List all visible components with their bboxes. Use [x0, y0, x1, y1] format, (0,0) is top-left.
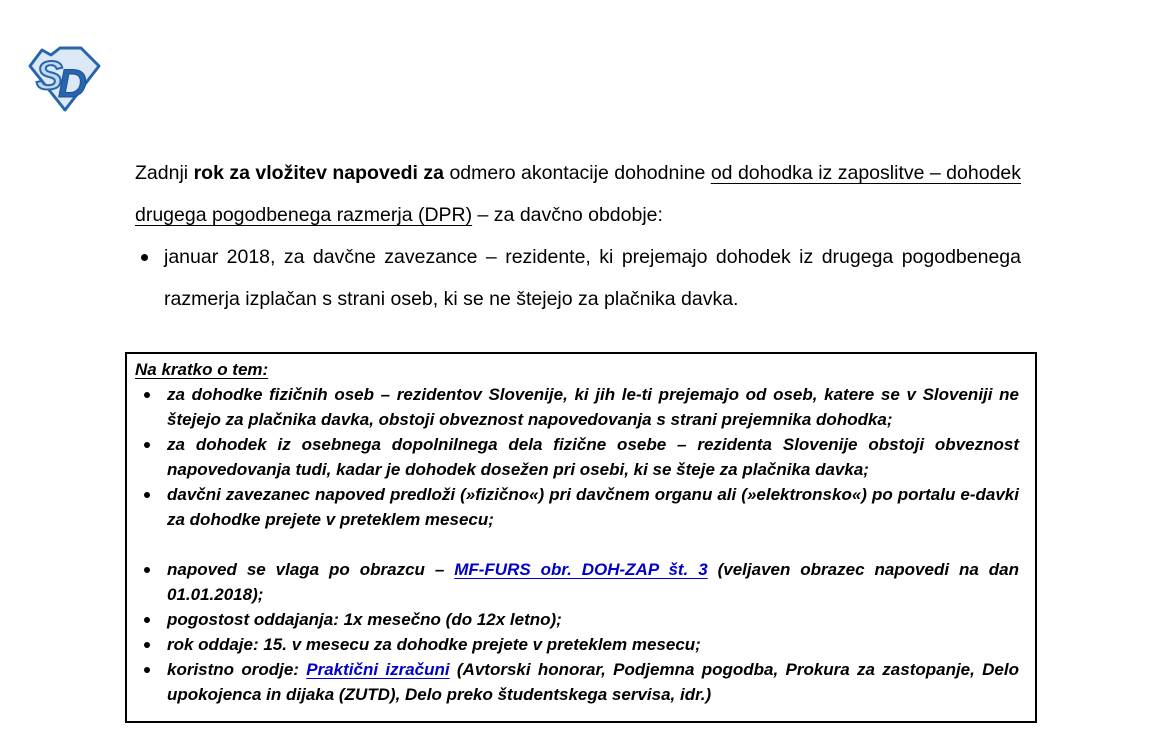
list-item — [135, 632, 1019, 657]
intro-paragraph — [135, 152, 1021, 236]
mf-furs-doh-zap-form-link[interactable]: MF-FURS obr. DOH-ZAP št. 3 — [454, 560, 708, 579]
info-box-heading: Na kratko o tem: — [135, 360, 269, 379]
bullet-text: za dohodek iz osebnega dopolnilnega dela fizične osebe – rezidenta Slovenije obstoji obveznost napovedovanja tudi, kadar je dohodek dosežen pri osebi, ki se šteje za plačnika davka; — [167, 435, 1019, 479]
bullet-text: davčni zavezanec napoved predloži (»fizično«) pri davčnem organu ali (»elektronsko«) po portalu e-davki za dohodke prejete v preteklem mesecu; — [167, 485, 1019, 529]
sd-logo — [28, 45, 102, 113]
bullet-text: (veljaven obrazec napovedi na dan 01.01.2018); — [167, 560, 1019, 604]
bullet-icon — [144, 617, 150, 623]
bullet-icon — [144, 392, 150, 398]
list-item — [135, 482, 1019, 532]
intro-bullet-list — [135, 236, 1021, 320]
bullet-text: rok oddaje: 15. v mesecu za dohodke prejete v preteklem mesecu; — [167, 635, 701, 654]
list-item — [135, 657, 1019, 707]
logo-letter-s: S — [36, 54, 63, 98]
bullet-icon — [144, 492, 150, 498]
intro-text: odmero akontacije dohodnine — [449, 162, 711, 184]
list-item — [135, 432, 1019, 482]
list-item — [135, 236, 1021, 320]
bullet-text: pogostost oddajanja: 1x mesečno (do 12x letno); — [167, 610, 562, 629]
bullet-icon — [144, 667, 150, 673]
bullet-text: za dohodke fizičnih oseb – rezidentov Slovenije, ki jih le-ti prejemajo od oseb, katere se v Sloveniji ne štejejo za plačnika davka, obstoji obveznost napovedovanja s strani prejemnika dohodka; — [167, 385, 1019, 429]
bullet-text: (Avtorski honorar, Podjemna pogodba, Prokura za zastopanje, Delo upokojenca in dijaka (ZUTD), Delo preko študentskega servisa, idr.) — [167, 660, 1019, 704]
intro-text-bold: rok za vložitev napovedi za — [193, 162, 450, 184]
intro-text: – za davčno obdobje: — [472, 204, 663, 226]
info-box-list — [135, 382, 1019, 707]
list-item — [135, 607, 1019, 632]
blank-line — [135, 532, 1019, 557]
logo-letter-d: D — [58, 62, 87, 106]
bullet-icon — [144, 442, 150, 448]
sd-shield-icon — [28, 45, 102, 113]
prakticni-izracuni-link[interactable]: Praktični izračuni — [306, 660, 450, 679]
bullet-icon — [144, 567, 150, 573]
info-box — [125, 352, 1037, 723]
bullet-icon — [144, 642, 150, 648]
intro-text-underlined: od dohodka iz zaposlitve – dohodek drugega pogodbenega razmerja (DPR) — [135, 162, 1022, 226]
main-content — [135, 152, 1021, 320]
list-item — [135, 382, 1019, 432]
bullet-text: koristno orodje: — [167, 660, 307, 679]
list-item — [135, 557, 1019, 607]
intro-text: Zadnji — [135, 162, 194, 184]
bullet-icon — [141, 254, 148, 261]
bullet-text: napoved se vlaga po obrazcu – — [167, 560, 455, 579]
bullet-text: januar 2018, za davčne zavezance – rezidente, ki prejemajo dohodek iz drugega pogodbenega razmerja izplačan s strani oseb, ki se ne štejejo za plačnika davka. — [164, 246, 1021, 310]
